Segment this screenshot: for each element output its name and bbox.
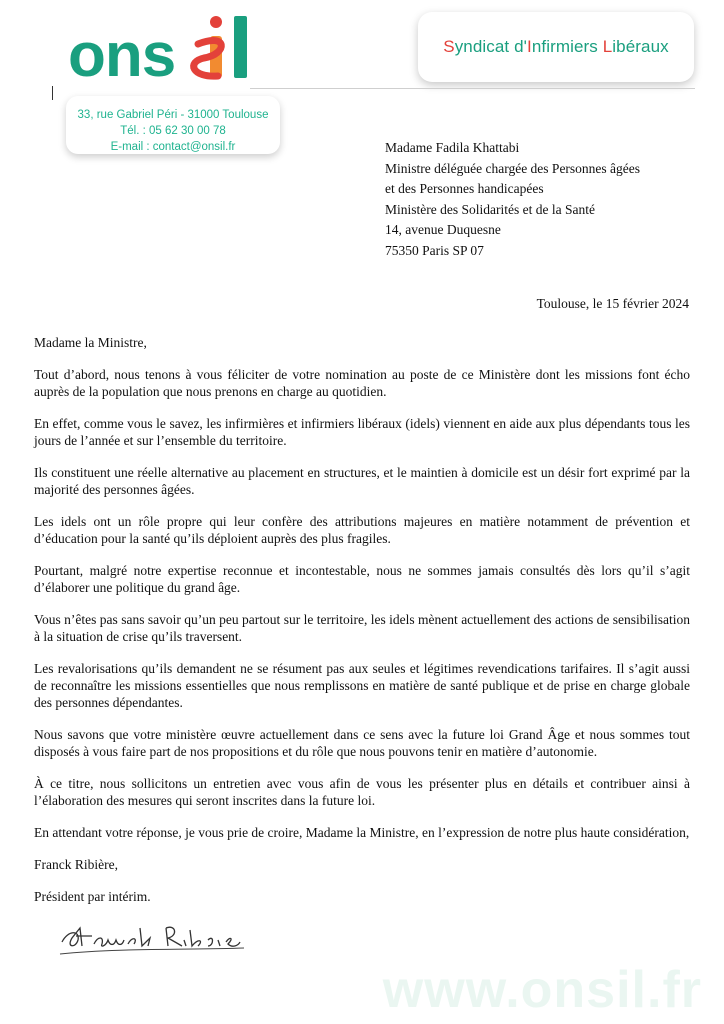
recipient-line: Ministère des Solidarités et de la Santé [385,201,595,217]
body-paragraph: Les idels ont un rôle propre qui leur confère des attributions majeures en matière notamment de prévention et d’éducation pour la santé qu’ils déploient auprès des plus fragiles. [34,514,690,546]
onsil-logo [68,14,258,86]
onsil-logo-mark [68,14,258,86]
body-paragraph: En effet, comme vous le savez, les infirmières et infirmiers libéraux (idels) viennent en aide aux plus dépendants tous les jours de l’année et sur l’ensemble du territoire. [34,416,690,448]
sender-address-card [66,96,280,154]
body-paragraph: Vous n’êtes pas sans savoir qu’un peu partout sur le territoire, les idels mènent actuellement des actions de sensibilisation à la situation de crise qu’ils traversent. [34,612,690,644]
svg-text:ons: ons [68,21,176,86]
body-paragraph: Les revalorisations qu’ils demandent ne se résument pas aux seules et légitimes revendications tarifaires. Il s’agit aussi de reconnaître les missions essentielles que nous remplissons en matière de santé publique et de prise en charge globale des personnes dépendantes. [34,661,690,710]
banner-part: ibéraux [612,37,669,56]
website-watermark: www.onsil.fr [382,961,702,1019]
letter-body [34,334,690,920]
body-paragraph: En attendant votre réponse, je vous prie de croire, Madame la Ministre, en l’expression de notre plus haute considération, [34,825,690,840]
recipient-line: 14, avenue Duquesne [385,222,501,237]
banner-part: I [526,37,532,56]
organization-name [443,37,669,57]
signer-name: Franck Ribière, [34,857,118,872]
header-banner [418,12,694,82]
recipient-line: et des Personnes handicapées [385,181,544,196]
sender-phone: Tél. : 05 62 30 00 78 [120,125,226,137]
recipient-address [385,138,640,261]
recipient-line: Ministre déléguée chargée des Personnes âgées [385,160,641,176]
body-paragraph: À ce titre, nous sollicitons un entretien avec vous afin de vous les présenter plus en détails et contribuer ainsi à l’élaboration des mesures qui seront inscrites dans la future loi. [34,776,690,808]
body-paragraph: Nous savons que votre ministère œuvre actuellement dans ce sens avec la future loi Grand Âge et nous sommes tout disposés à vous faire part de nos propositions et du rôle que nous pouvons tenir en matière d’autonomie. [34,727,690,759]
signer-title: Président par intérim. [34,889,151,904]
body-paragraph: Pourtant, malgré notre expertise reconnue et incontestable, nous ne sommes jamais consultés dès lors qu’il s’agit d’élaborer une politique du grand âge. [34,563,690,595]
body-paragraph: Ils constituent une réelle alternative au placement en structures, et le maintien à domicile est un désir fort exprimé par la majorité des personnes âgées. [34,465,690,497]
body-paragraph: Tout d’abord, nous tenons à vous féliciter de votre nomination au poste de ce Ministère dont les missions font écho auprès de la population que nous prenons en charge au quotidien. [34,367,690,399]
banner-part: yndicat d' [454,37,527,56]
banner-part: nfirmiers [531,37,603,56]
letter-date: Toulouse, le 15 février 2024 [536,296,689,311]
salutation: Madame la Ministre, [34,335,147,350]
recipient-line: Madame Fadila Khattabi [385,140,520,155]
sender-street: 33, rue Gabriel Péri - 31000 Toulouse [77,109,269,121]
text-cursor-mark [52,86,53,100]
sender-email: E-mail : contact@onsil.fr [110,141,236,153]
banner-part: S [443,37,455,56]
header-divider [250,88,695,89]
handwritten-signature [58,916,248,960]
recipient-line: 75350 Paris SP 07 [385,242,484,258]
banner-part: L [602,37,613,56]
